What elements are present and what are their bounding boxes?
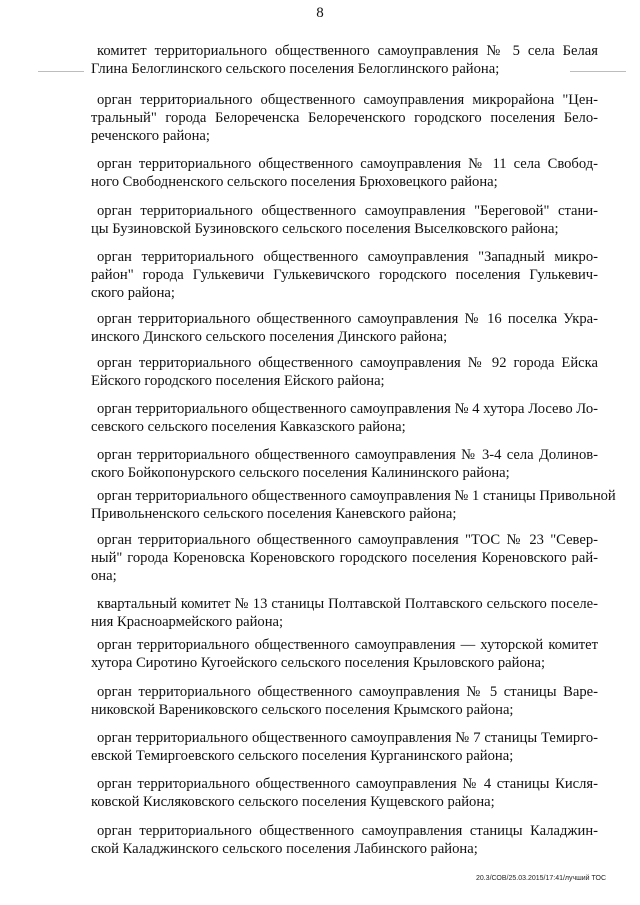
- paragraph-line: орган территориального общественного самоуправления — хуторской комитет: [97, 637, 598, 653]
- paragraph-line: орган территориального общественного самоуправления № 92 города Ейска: [97, 355, 598, 371]
- paragraph-line: цы Бузиновской Бузиновского сельского поселения Выселковского района;: [91, 221, 559, 237]
- paragraph-line: орган территориального общественного самоуправления микрорайона "Цен-: [97, 92, 598, 108]
- paragraph-line: Привольненского сельского поселения Каневского района;: [91, 506, 457, 522]
- paragraph-line: евской Темиргоевского сельского поселения Курганинского района;: [91, 748, 514, 764]
- paragraph-line: орган территориального общественного самоуправления № 4 станицы Кисля-: [97, 776, 598, 792]
- paragraph-line: орган территориального общественного самоуправления № 1 станицы Привольной: [97, 488, 616, 504]
- paragraph-line: она;: [91, 568, 117, 584]
- paragraph-line: Ейского городского поселения Ейского района;: [91, 373, 385, 389]
- paragraph-line: орган территориального общественного самоуправления № 11 села Свобод-: [97, 156, 598, 172]
- paragraph-line: орган территориального общественного самоуправления "Береговой" стани-: [97, 203, 598, 219]
- paragraph-line: ния Красноармейского района;: [91, 614, 284, 630]
- footer-stamp: 20.3/СОВ/25.03.2015/17:41/лучший ТОС: [475, 875, 606, 882]
- paragraph-line: инского Динского сельского поселения Динского района;: [91, 329, 448, 345]
- paragraph-line: орган территориального общественного самоуправления станицы Каладжин-: [97, 823, 598, 839]
- paragraph-line: орган территориального общественного самоуправления "Западный микро-: [97, 249, 598, 265]
- paragraph-line: комитет территориального общественного самоуправления № 5 села Белая: [97, 43, 598, 59]
- paragraph-line: ный" города Кореновска Кореновского городского поселения Кореновского рай-: [91, 550, 598, 566]
- page-number: 8: [316, 5, 324, 21]
- paragraph-line: хутора Сиротино Кугоейского сельского поселения Крыловского района;: [91, 655, 546, 671]
- paragraph-line: севского сельского поселения Кавказского района;: [91, 419, 406, 435]
- paragraph-line: орган территориального общественного самоуправления № 3-4 села Долинов-: [97, 447, 598, 463]
- paragraph-line: тральный" города Белореченска Белореченского городского поселения Бело-: [91, 110, 598, 126]
- paragraph-line: орган территориального общественного самоуправления № 7 станицы Темирго-: [97, 730, 598, 746]
- paragraph-line: ного Свободненского сельского поселения Брюховецкого района;: [91, 174, 498, 190]
- paragraph-line: орган территориального общественного самоуправления № 5 станицы Варе-: [97, 684, 598, 700]
- paragraph-line: орган территориального общественного самоуправления № 4 хутора Лосево Ло-: [97, 401, 598, 417]
- paragraph-line: ского района;: [91, 285, 175, 301]
- paragraph-line: реченского района;: [91, 128, 210, 144]
- paragraph-line: никовской Варениковского сельского поселения Крымского района;: [91, 702, 514, 718]
- scan-artifact: [38, 71, 84, 72]
- paragraph-line: ской Каладжинского сельского поселения Лабинского района;: [91, 841, 478, 857]
- paragraph-line: район" города Гулькевичи Гулькевичского городского поселения Гулькевич-: [91, 267, 598, 283]
- paragraph-line: орган территориального общественного самоуправления "ТОС № 23 "Север-: [97, 532, 598, 548]
- paragraph-line: ковской Кисляковского сельского поселения Кущевского района;: [91, 794, 495, 810]
- paragraph-line: Глина Белоглинского сельского поселения Белоглинского района;: [91, 61, 500, 77]
- paragraph-line: квартальный комитет № 13 станицы Полтавской Полтавского сельского поселе-: [97, 596, 598, 612]
- paragraph-line: орган территориального общественного самоуправления № 16 поселка Укра-: [97, 311, 598, 327]
- scan-artifact: [570, 71, 626, 72]
- paragraph-line: ского Бойкопонурского сельского поселения Калининского района;: [91, 465, 510, 481]
